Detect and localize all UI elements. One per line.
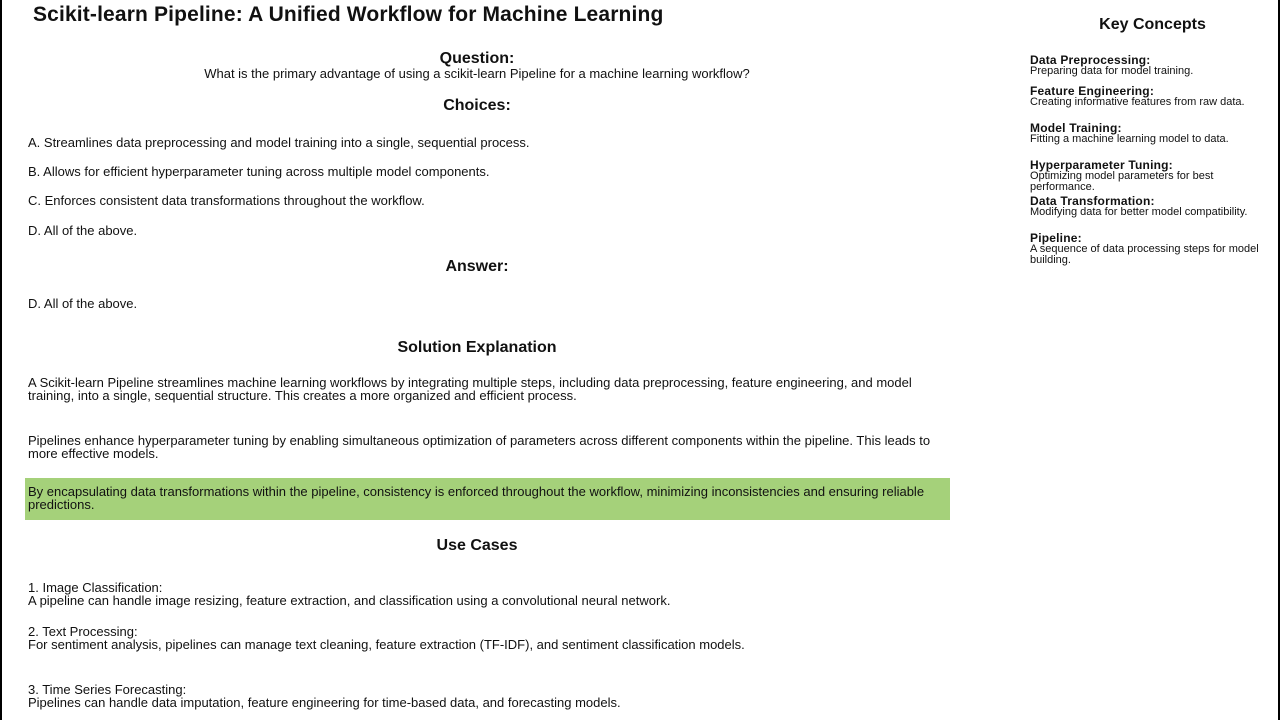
concept-term: Feature Engineering:: [1030, 84, 1155, 98]
question-text: What is the primary advantage of using a scikit-learn Pipeline for a machine learning workflow?: [204, 66, 750, 81]
use-case-item: [28, 582, 948, 607]
choice-c: C. Enforces consistent data transformations throughout the workflow.: [28, 193, 425, 208]
use-case-description: A pipeline can handle image resizing, feature extraction, and classification using a convolutional neural network.: [28, 592, 671, 608]
concept-definition: Optimizing model parameters for best performance.: [1030, 170, 1214, 193]
concept-definition: Creating informative features from raw data.: [1030, 96, 1245, 108]
concept-term: Data Preprocessing:: [1030, 53, 1151, 67]
answer-text: D. All of the above.: [28, 296, 138, 311]
answer-heading: Answer:: [445, 258, 509, 275]
solution-paragraph-2: Pipelines enhance hyperparameter tuning by enabling simultaneous optimization of parameters across different components within the pipeline. This leads to more effective models.: [28, 433, 931, 461]
concept-term: Model Training:: [1030, 121, 1122, 135]
use-case-description: Pipelines can handle data imputation, feature engineering for time-based data, and forecasting models.: [28, 694, 621, 710]
concept-item: [1030, 55, 1278, 77]
solution-heading: Solution Explanation: [397, 339, 557, 356]
main-content: [27, 0, 953, 720]
choices-heading: Choices:: [443, 97, 511, 114]
left-border: [0, 0, 2, 720]
concept-item: [1030, 233, 1278, 265]
concept-definition: A sequence of data processing steps for model building.: [1030, 243, 1259, 266]
use-case-title: 1. Image Classification:: [28, 580, 163, 595]
concept-item: [1030, 196, 1278, 218]
concept-term: Data Transformation:: [1030, 194, 1155, 208]
key-concepts-heading: Key Concepts: [1099, 16, 1206, 33]
solution-paragraph-3-highlight: By encapsulating data transformations within the pipeline, consistency is enforced throughout the workflow, minimizing inconsistencies and ensuring reliable predictions.: [25, 478, 950, 520]
choice-d: D. All of the above.: [28, 223, 138, 238]
use-cases-heading: Use Cases: [436, 537, 518, 554]
concept-definition: Modifying data for better model compatibility.: [1030, 206, 1248, 218]
use-case-description: For sentiment analysis, pipelines can manage text cleaning, feature extraction (TF-IDF), and sentiment classification models.: [28, 636, 745, 652]
choice-b: B. Allows for efficient hyperparameter tuning across multiple model components.: [28, 164, 490, 179]
key-concepts-sidebar: [1030, 0, 1278, 720]
use-case-item: [28, 684, 948, 709]
concept-definition: Preparing data for model training.: [1030, 65, 1194, 77]
choice-a: A. Streamlines data preprocessing and model training into a single, sequential process.: [28, 135, 530, 150]
concept-term: Pipeline:: [1030, 231, 1082, 245]
solution-paragraph-1: A Scikit-learn Pipeline streamlines machine learning workflows by integrating multiple steps, including data preprocessing, feature engineering, and model training, into a single, sequential structure. This creates a more organized and efficient process.: [28, 375, 912, 403]
use-case-title: 3. Time Series Forecasting:: [28, 682, 187, 697]
concept-term: Hyperparameter Tuning:: [1030, 158, 1173, 172]
use-case-title: 2. Text Processing:: [28, 624, 138, 639]
page-title: Scikit-learn Pipeline: A Unified Workflow for Machine Learning: [33, 3, 664, 26]
question-heading: Question:: [439, 50, 515, 67]
concept-item: [1030, 123, 1278, 145]
use-case-item: [28, 626, 948, 651]
concept-item: [1030, 86, 1278, 108]
concept-item: [1030, 160, 1278, 192]
concept-definition: Fitting a machine learning model to data.: [1030, 133, 1229, 145]
